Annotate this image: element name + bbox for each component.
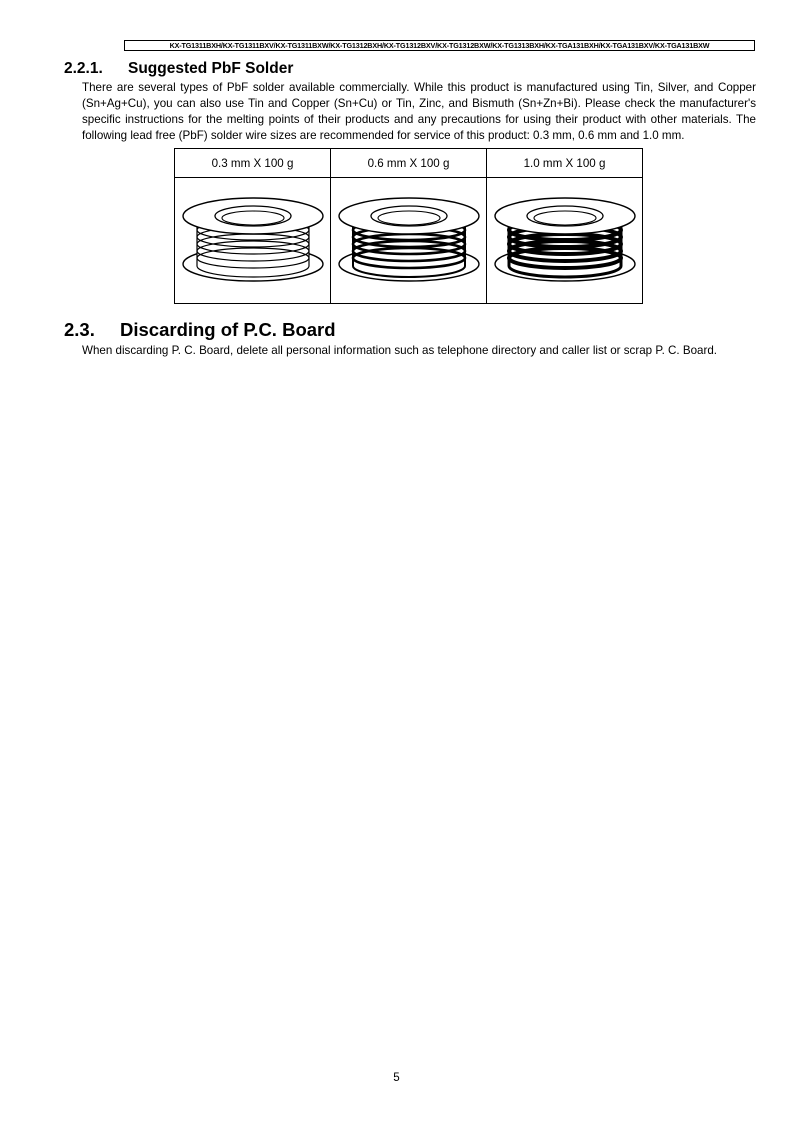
solder-spool-icon-medium xyxy=(335,186,483,290)
spool-cell xyxy=(487,178,643,304)
body-line: (Sn+Ag+Cu), you can also use Tin and Copper (Sn+Cu) or Tin, Zinc, and Bismuth (Sn+Zn+Bi). Please check the manufacturer's xyxy=(82,97,756,110)
body-line: specific instructions for the melting points of their products and any precautions for using their product with other materials. The xyxy=(82,113,756,126)
column-header: 1.0 mm X 100 g xyxy=(487,149,643,178)
solder-size-table xyxy=(174,148,643,304)
section-body xyxy=(82,80,756,144)
spool-cell xyxy=(175,178,331,304)
body-line: following lead free (PbF) solder wire sizes are recommended for service of this product: 0.3 mm, 0.6 mm and 1.0 mm. xyxy=(82,129,685,142)
body-line: There are several types of PbF solder available commercially. While this product is manufactured using Tin, Silver, and Copper xyxy=(82,81,756,94)
model-number-header: KX-TG1311BXH/KX-TG1311BXV/KX-TG1311BXW/KX-TG1312BXH/KX-TG1312BXV/KX-TG1312BXW/KX-TG1313BXH/KX-TGA131BXH/KX-TGA131BXV/KX-TGA131BXW xyxy=(124,40,755,51)
page-number: 5 xyxy=(393,1071,400,1084)
section-number: 2.3. xyxy=(64,319,95,340)
section-number: 2.2.1. xyxy=(64,60,103,77)
solder-spool-icon-thin xyxy=(179,186,327,290)
section-title: Discarding of P.C. Board xyxy=(120,319,336,340)
solder-spool-icon-thick xyxy=(491,186,639,290)
column-header: 0.6 mm X 100 g xyxy=(331,149,487,178)
section-title: Suggested PbF Solder xyxy=(128,60,294,77)
column-header: 0.3 mm X 100 g xyxy=(175,149,331,178)
spool-cell xyxy=(331,178,487,304)
section-body: When discarding P. C. Board, delete all personal information such as telephone directory and caller list or scrap P. C. Board. xyxy=(82,344,717,357)
